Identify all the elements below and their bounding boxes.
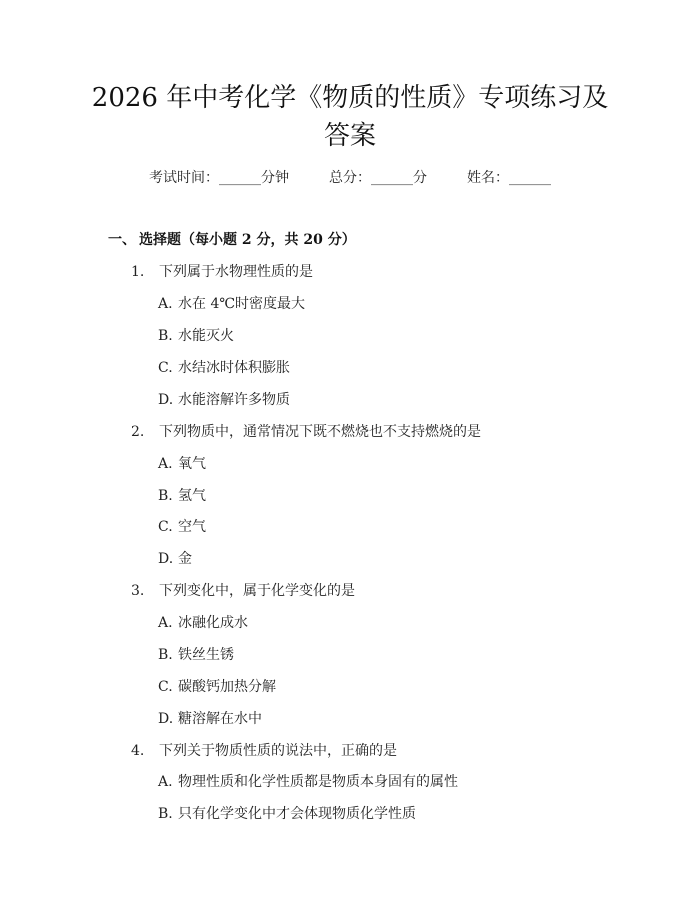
option-letter: A. bbox=[158, 456, 173, 472]
page-title-line1: 2026 年中考化学《物质的性质》专项练习及 bbox=[91, 83, 609, 113]
section-heading bbox=[108, 229, 356, 249]
option-text: 水在 4℃时密度最大 bbox=[178, 296, 306, 312]
question-number: 2. bbox=[131, 424, 145, 440]
option-3d bbox=[158, 708, 262, 728]
option-text: 碳酸钙加热分解 bbox=[178, 679, 276, 695]
option-letter: B. bbox=[158, 647, 173, 663]
option-text: 冰融化成水 bbox=[178, 615, 248, 631]
option-1c bbox=[158, 357, 290, 377]
option-4b bbox=[158, 803, 416, 823]
option-letter: B. bbox=[158, 806, 173, 822]
option-text: 铁丝生锈 bbox=[178, 647, 234, 663]
option-letter: A. bbox=[158, 774, 173, 790]
option-3c bbox=[158, 676, 276, 696]
question-2 bbox=[131, 421, 481, 441]
option-2c bbox=[158, 516, 206, 536]
option-letter: C. bbox=[158, 679, 173, 695]
question-text: 下列变化中，属于化学变化的是 bbox=[159, 583, 355, 599]
exam-meta bbox=[0, 167, 700, 187]
option-text: 氧气 bbox=[178, 456, 206, 472]
option-2d bbox=[158, 548, 192, 568]
option-letter: D. bbox=[158, 551, 174, 567]
option-text: 水结冰时体积膨胀 bbox=[178, 360, 290, 376]
option-3a bbox=[158, 612, 248, 632]
option-3b bbox=[158, 644, 234, 664]
total-score-field: 总分：______分 bbox=[329, 170, 427, 186]
question-number: 1. bbox=[131, 264, 145, 280]
option-letter: D. bbox=[158, 392, 174, 408]
option-letter: D. bbox=[158, 711, 174, 727]
question-4 bbox=[131, 740, 397, 760]
option-1d bbox=[158, 389, 290, 409]
option-text: 金 bbox=[178, 551, 192, 567]
question-3 bbox=[131, 580, 355, 600]
option-text: 物理性质和化学性质都是物质本身固有的属性 bbox=[178, 774, 458, 790]
option-letter: C. bbox=[158, 360, 173, 376]
option-letter: C. bbox=[158, 519, 173, 535]
option-2b bbox=[158, 485, 206, 505]
question-number: 4. bbox=[131, 743, 145, 759]
option-1b bbox=[158, 325, 234, 345]
option-4a bbox=[158, 771, 458, 791]
option-text: 水能灭火 bbox=[178, 328, 234, 344]
option-text: 水能溶解许多物质 bbox=[178, 392, 290, 408]
option-text: 氢气 bbox=[178, 488, 206, 504]
section-label: 选择题（每小题 2 分，共 20 分） bbox=[139, 232, 356, 248]
option-letter: A. bbox=[158, 615, 173, 631]
option-2a bbox=[158, 453, 206, 473]
question-text: 下列关于物质性质的说法中，正确的是 bbox=[159, 743, 397, 759]
question-1 bbox=[131, 261, 313, 281]
page-title-line2: 答案 bbox=[323, 121, 376, 151]
question-text: 下列属于水物理性质的是 bbox=[159, 264, 313, 280]
name-field: 姓名：______ bbox=[467, 170, 551, 186]
exam-time-field: 考试时间：______分钟 bbox=[149, 170, 289, 186]
option-letter: B. bbox=[158, 328, 173, 344]
question-text: 下列物质中，通常情况下既不燃烧也不支持燃烧的是 bbox=[159, 424, 481, 440]
option-text: 糖溶解在水中 bbox=[178, 711, 262, 727]
option-letter: B. bbox=[158, 488, 173, 504]
option-letter: A. bbox=[158, 296, 173, 312]
section-number: 一、 bbox=[108, 232, 136, 248]
option-text: 只有化学变化中才会体现物质化学性质 bbox=[178, 806, 416, 822]
option-text: 空气 bbox=[178, 519, 206, 535]
option-1a bbox=[158, 293, 305, 313]
question-number: 3. bbox=[131, 583, 145, 599]
